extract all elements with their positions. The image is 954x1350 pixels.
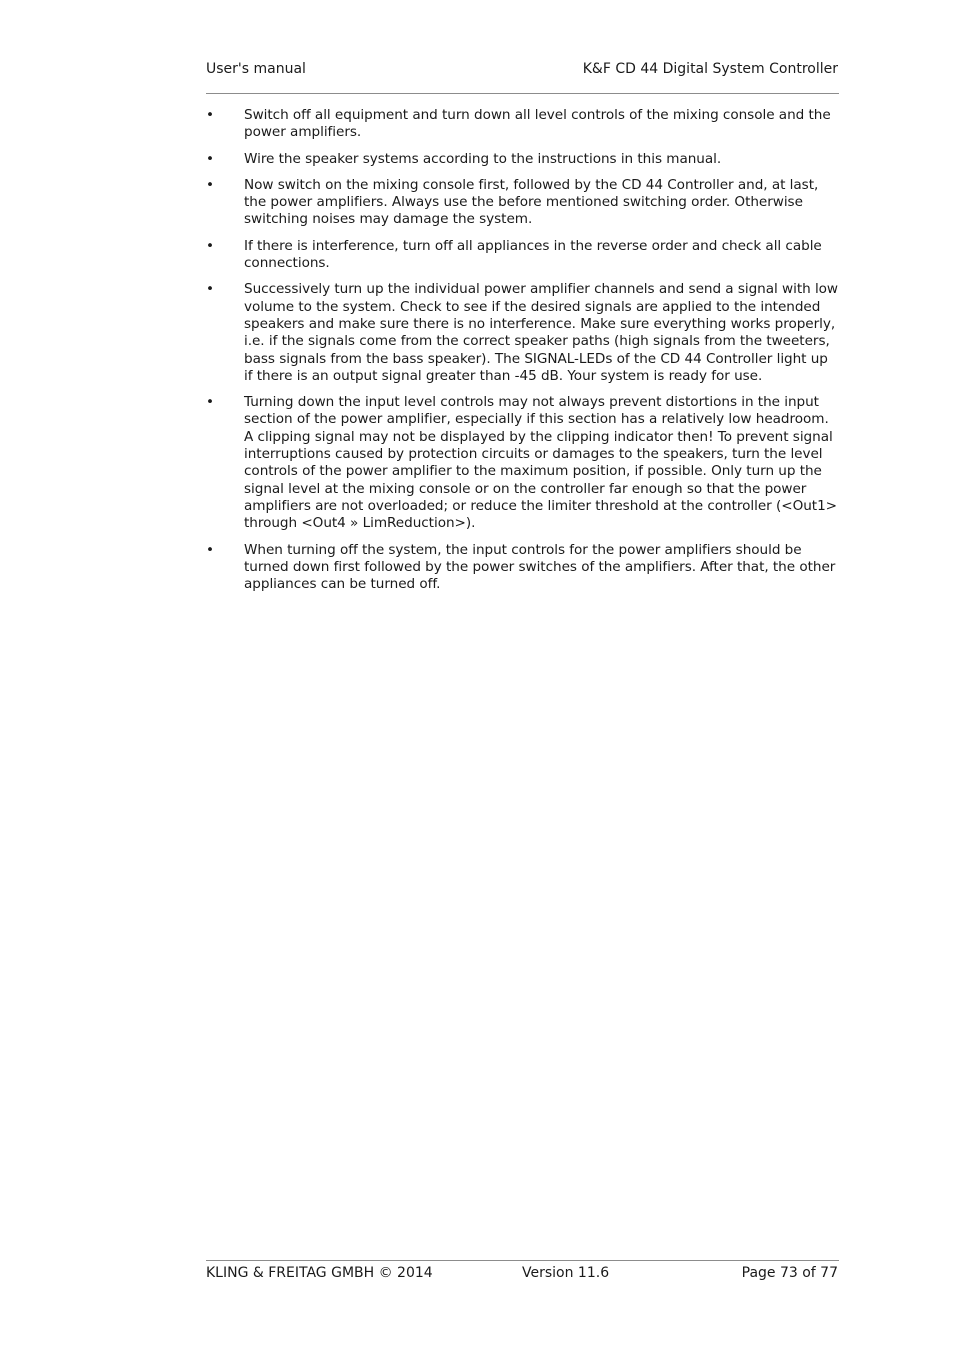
list-item-text: When turning off the system, the input controls for the power amplifiers should be turned down first followed by the power switches of the amplifiers. After that, the other appliances can be turned off. <box>244 541 836 593</box>
header-document-type: User's manual <box>206 61 306 77</box>
bullet-icon: • <box>206 281 214 298</box>
list-item-text: Successively turn up the individual power amplifier channels and send a signal with low volume to the system. Check to see if the desired signals are applied to the intended speakers and make sure there is no interference. Make sure everything works properly, i.e. if the signals come from the correct speaker paths (high signals from the tweeters, bass signals from the bass speaker). The SIGNAL-LEDs of the CD 44 Controller light up if there is an output signal greater than -45 dB. Your system is ready for use. <box>244 281 839 384</box>
list-item <box>206 281 839 385</box>
header-product-title: K&F CD 44 Digital System Controller <box>582 61 838 77</box>
list-item-text: If there is interference, turn off all appliances in the reverse order and check all cable connections. <box>244 237 822 272</box>
page-footer <box>206 1260 839 1281</box>
list-item <box>206 394 839 532</box>
list-item <box>206 238 839 273</box>
list-item-text: Now switch on the mixing console first, followed by the CD 44 Controller and, at last, the power amplifiers. Always use the before mentioned switching order. Otherwise switching noises may damage the system. <box>244 176 819 228</box>
list-item-text: Switch off all equipment and turn down all level controls of the mixing console and the power amplifiers. <box>244 107 831 141</box>
bullet-icon: • <box>206 107 214 123</box>
page-content <box>206 107 839 602</box>
list-item-text: Wire the speaker systems according to the instructions in this manual. <box>244 150 722 167</box>
list-item <box>206 542 839 594</box>
list-item <box>206 151 839 168</box>
bullet-icon: • <box>206 237 214 254</box>
bullet-icon: • <box>206 541 214 558</box>
bullet-icon: • <box>206 150 214 167</box>
list-item <box>206 107 839 142</box>
instruction-list <box>206 107 839 593</box>
page-header <box>206 61 839 94</box>
list-item-text: Turning down the input level controls may not always prevent distortions in the input section of the power amplifier, especially if this section has a relatively low headroom. A clipping signal may not be displayed by the clipping indicator then! To prevent signal interruptions caused by protection circuits or damages to the speakers, turn the level controls of the power amplifier to the maximum position, if possible. Only turn up the signal level at the mixing console or on the controller far enough so that the power amplifiers are not overloaded; or reduce the limiter threshold at the controller (<Out1> through <Out4 » LimReduction>). <box>244 394 838 532</box>
footer-copyright: KLING & FREITAG GMBH © 2014 <box>206 1265 433 1281</box>
footer-version: Version 11.6 <box>522 1265 610 1281</box>
bullet-icon: • <box>206 394 214 411</box>
bullet-icon: • <box>206 176 214 193</box>
list-item <box>206 177 839 229</box>
footer-page-number: Page 73 of 77 <box>741 1265 838 1281</box>
